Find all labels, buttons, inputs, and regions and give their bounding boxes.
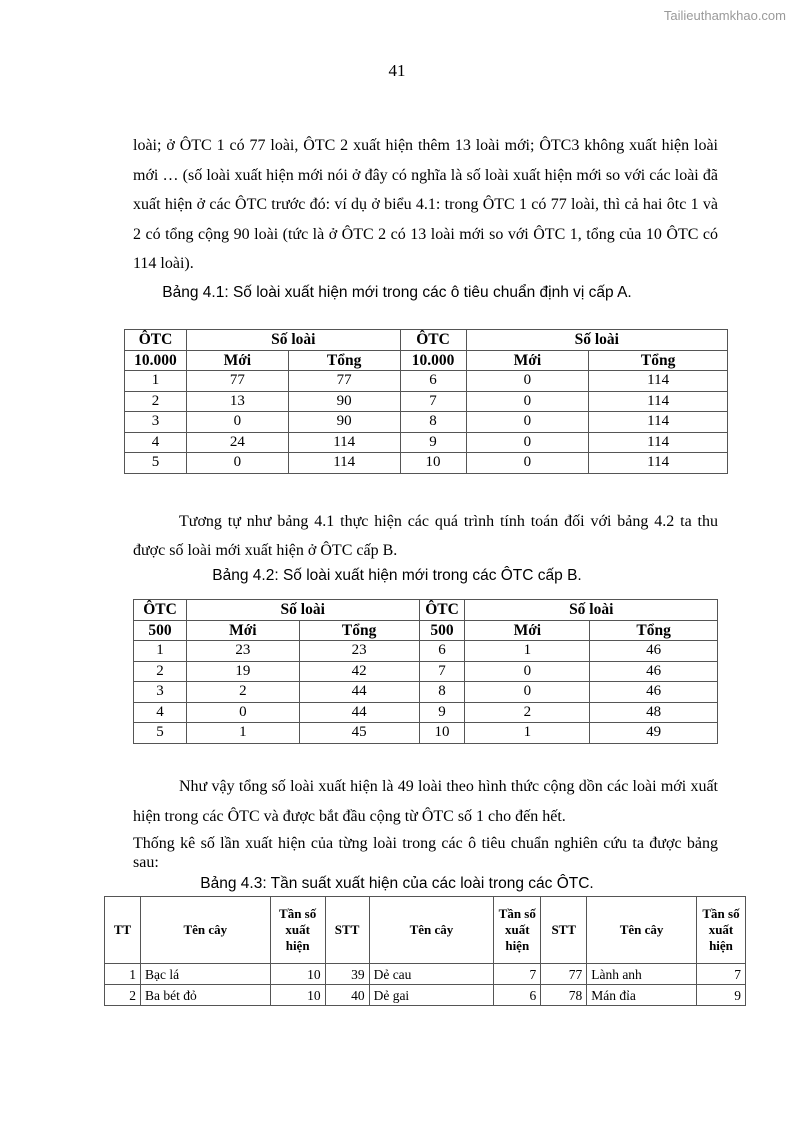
table-cell: 24 <box>186 432 288 453</box>
table-cell: 19 <box>186 661 299 682</box>
table-cell: 1 <box>465 723 590 744</box>
table-1-header-total: Tổng <box>288 350 400 371</box>
table-cell: 5 <box>134 723 187 744</box>
table-cell: 2 <box>186 682 299 703</box>
table-3-header-freq: Tần số xuất hiện <box>270 897 325 964</box>
table-cell: 7 <box>419 661 465 682</box>
table-cell: 6 <box>494 985 541 1006</box>
table-cell: 2 <box>125 391 187 412</box>
table-2-header-species: Số loài <box>186 600 419 621</box>
table-1-header-otc: ÔTC <box>400 330 466 351</box>
table-cell: 3 <box>134 682 187 703</box>
table-1-row <box>125 391 728 412</box>
table-1-header-row-1 <box>125 330 728 351</box>
table-cell: Bạc lá <box>140 964 270 985</box>
table-cell: 1 <box>125 371 187 392</box>
table-cell: 3 <box>125 412 187 433</box>
table-3-row <box>105 985 746 1006</box>
table-cell: 1 <box>134 641 187 662</box>
table-2-caption: Bảng 4.2: Số loài xuất hiện mới trong các ÔTC cấp B. <box>212 567 582 584</box>
table-cell: 114 <box>589 453 728 474</box>
table-3-caption: Bảng 4.3: Tần suất xuất hiện của các loài trong các ÔTC. <box>200 875 594 892</box>
table-cell: 39 <box>325 964 369 985</box>
table-cell: 0 <box>186 453 288 474</box>
table-cell: 0 <box>466 371 589 392</box>
table-2 <box>133 599 718 744</box>
table-cell: Dẻ cau <box>369 964 494 985</box>
table-cell: Ba bét đỏ <box>140 985 270 1006</box>
table-cell: 23 <box>299 641 419 662</box>
table-3-header-name: Tên cây <box>369 897 494 964</box>
page-number: 41 <box>388 61 406 80</box>
table-cell: 6 <box>419 641 465 662</box>
table-1-header-new: Mới <box>466 350 589 371</box>
table-cell: 45 <box>299 723 419 744</box>
paragraph-2: Tương tự như bảng 4.1 thực hiện các quá trình tính toán đối với bảng 4.2 ta thu được số loài mới xuất hiện ở ÔTC cấp B. <box>133 513 718 559</box>
paragraph-1: loài; ở ÔTC 1 có 77 loài, ÔTC 2 xuất hiện thêm 13 loài mới; ÔTC3 không xuất hiện loài mới … (số loài xuất hiện mới nói ở đây có nghĩa là số loài xuất hiện mới so với các loài đã xuất hiện ở các ÔTC trước đó: ví dụ ở biểu 4.1: trong ÔTC 1 có 77 loài, thì cả hai ôtc 1 và 2 có tổng cộng 90 loài (tức là ở ÔTC 2 có 13 loài mới so với ÔTC 1, tổng của 10 ÔTC có 114 loài). <box>133 137 718 272</box>
table-2-row <box>134 723 718 744</box>
table-2-row <box>134 702 718 723</box>
table-cell: 9 <box>696 985 745 1006</box>
table-cell: 0 <box>186 412 288 433</box>
table-2-header-otc: ÔTC <box>134 600 187 621</box>
table-cell: 0 <box>465 661 590 682</box>
table-cell: 1 <box>186 723 299 744</box>
table-3-header-row <box>105 897 746 964</box>
table-cell: 44 <box>299 682 419 703</box>
table-cell: 46 <box>590 682 718 703</box>
table-cell: 8 <box>419 682 465 703</box>
table-1-row <box>125 432 728 453</box>
table-3 <box>104 896 746 1006</box>
table-2-row <box>134 682 718 703</box>
table-2-header-row-1 <box>134 600 718 621</box>
table-cell: 42 <box>299 661 419 682</box>
table-2-header-otc: ÔTC <box>419 600 465 621</box>
table-cell: 9 <box>400 432 466 453</box>
table-cell: 10 <box>270 964 325 985</box>
table-cell: 10 <box>400 453 466 474</box>
table-1-header-size: 10.000 <box>125 350 187 371</box>
table-cell: 7 <box>400 391 466 412</box>
table-cell: 9 <box>419 702 465 723</box>
table-cell: 49 <box>590 723 718 744</box>
table-cell: 4 <box>134 702 187 723</box>
table-cell: 8 <box>400 412 466 433</box>
table-cell: 114 <box>589 412 728 433</box>
table-1 <box>124 329 728 474</box>
table-cell: Lành anh <box>587 964 697 985</box>
table-cell: 13 <box>186 391 288 412</box>
table-3-header-stt: STT <box>325 897 369 964</box>
table-2-header-size: 500 <box>419 620 465 641</box>
table-3-header-name: Tên cây <box>587 897 697 964</box>
table-cell: 5 <box>125 453 187 474</box>
table-2-header-size: 500 <box>134 620 187 641</box>
table-3-header-tt: TT <box>105 897 141 964</box>
table-2-header-row-2 <box>134 620 718 641</box>
table-cell: 2 <box>105 985 141 1006</box>
table-cell: 6 <box>400 371 466 392</box>
table-1-row <box>125 453 728 474</box>
table-cell: 7 <box>494 964 541 985</box>
table-2-header-new: Mới <box>465 620 590 641</box>
table-cell: 114 <box>288 453 400 474</box>
table-cell: 78 <box>541 985 587 1006</box>
table-cell: 0 <box>186 702 299 723</box>
table-cell: 114 <box>589 391 728 412</box>
table-3-header-freq: Tần số xuất hiện <box>696 897 745 964</box>
table-cell: 44 <box>299 702 419 723</box>
table-1-caption: Bảng 4.1: Số loài xuất hiện mới trong các ô tiêu chuẩn định vị cấp A. <box>162 284 632 301</box>
table-cell: 0 <box>466 412 589 433</box>
table-cell: 48 <box>590 702 718 723</box>
table-1-header-row-2 <box>125 350 728 371</box>
table-cell: Mán đỉa <box>587 985 697 1006</box>
table-2-row <box>134 641 718 662</box>
table-cell: 10 <box>270 985 325 1006</box>
table-cell: 77 <box>186 371 288 392</box>
table-cell: 1 <box>465 641 590 662</box>
table-cell: 0 <box>466 391 589 412</box>
table-1-header-size: 10.000 <box>400 350 466 371</box>
table-1-row <box>125 412 728 433</box>
table-cell: 0 <box>466 453 589 474</box>
table-2-header-new: Mới <box>186 620 299 641</box>
table-cell: 23 <box>186 641 299 662</box>
table-2-header-total: Tổng <box>590 620 718 641</box>
table-cell: 90 <box>288 391 400 412</box>
table-cell: 40 <box>325 985 369 1006</box>
table-cell: 2 <box>134 661 187 682</box>
table-cell: 90 <box>288 412 400 433</box>
paragraph-4: Thống kê số lần xuất hiện của từng loài trong các ô tiêu chuẩn nghiên cứu ta được bảng sau: <box>133 835 718 871</box>
table-cell: 77 <box>288 371 400 392</box>
table-2-header-total: Tổng <box>299 620 419 641</box>
table-2-row <box>134 661 718 682</box>
paragraph-3: Như vậy tổng số loài xuất hiện là 49 loài theo hình thức cộng dồn các loài mới xuất hiện trong các ÔTC và được bắt đầu cộng từ ÔTC số 1 cho đến hết. <box>133 778 718 825</box>
table-cell: 10 <box>419 723 465 744</box>
table-1-header-species: Số loài <box>466 330 727 351</box>
table-cell: 114 <box>288 432 400 453</box>
table-cell: 77 <box>541 964 587 985</box>
table-cell: 46 <box>590 641 718 662</box>
table-cell: Dẻ gai <box>369 985 494 1006</box>
table-1-row <box>125 371 728 392</box>
table-cell: 7 <box>696 964 745 985</box>
table-cell: 0 <box>466 432 589 453</box>
table-cell: 4 <box>125 432 187 453</box>
table-cell: 114 <box>589 432 728 453</box>
table-cell: 1 <box>105 964 141 985</box>
table-3-header-name: Tên cây <box>140 897 270 964</box>
table-3-row <box>105 964 746 985</box>
table-1-header-total: Tổng <box>589 350 728 371</box>
table-1-header-new: Mới <box>186 350 288 371</box>
watermark: Tailieuthamkhao.com <box>663 8 786 23</box>
table-cell: 2 <box>465 702 590 723</box>
table-1-header-species: Số loài <box>186 330 400 351</box>
table-cell: 114 <box>589 371 728 392</box>
table-cell: 46 <box>590 661 718 682</box>
table-3-header-freq: Tần số xuất hiện <box>494 897 541 964</box>
table-cell: 0 <box>465 682 590 703</box>
table-1-header-otc: ÔTC <box>125 330 187 351</box>
table-2-header-species: Số loài <box>465 600 718 621</box>
table-3-header-stt: STT <box>541 897 587 964</box>
